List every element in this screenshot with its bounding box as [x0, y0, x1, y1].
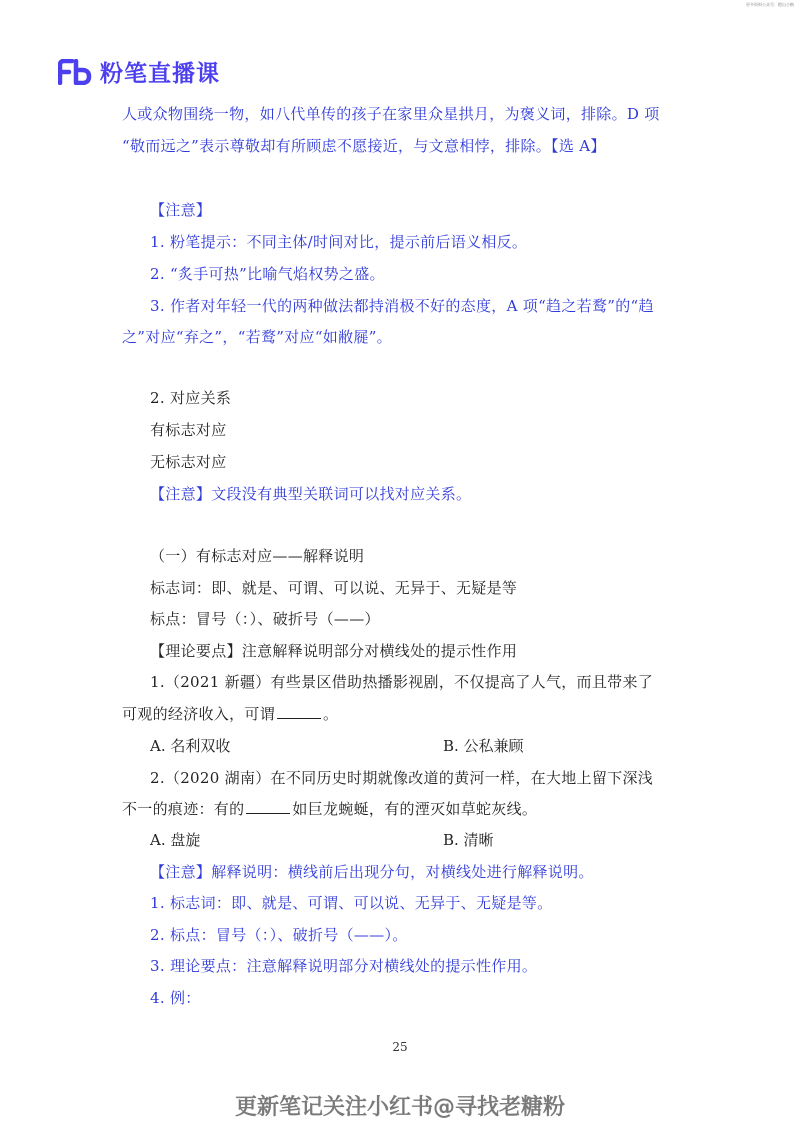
question-1-cont: [122, 703, 338, 724]
question-1: 1.（2021 新疆）有些景区借助热播影视剧，不仅提高了人气，而且带来了: [150, 673, 654, 691]
note-heading: 【注意】: [150, 201, 212, 219]
note-item-3-cont: 之”对应“弃之”，“若鹜”对应“如敝屣”。: [122, 328, 392, 346]
answer-blank-2[interactable]: [246, 799, 290, 814]
watermark-text: 更新笔记关注小红书@寻找老糖粉: [234, 1095, 565, 1120]
note-explanation: 【注意】解释说明：横线前后出现分句，对横线处进行解释说明。: [150, 863, 594, 881]
answer-blank-1[interactable]: [277, 704, 321, 719]
theory-point: 【理论要点】注意解释说明部分对横线处的提示性作用: [150, 642, 518, 660]
question-1-text: 可观的经济收入，可谓: [122, 705, 276, 723]
marker-words: 标志词：即、就是、可谓、可以说、无异于、无疑是等: [150, 579, 518, 597]
note-item-3: 3. 作者对年轻一代的两种做法都持消极不好的态度，A 项“趋之若鹜”的“趋: [150, 297, 654, 315]
unmarked-correspondence: 无标志对应: [150, 453, 227, 471]
text-line-1: 人或众物围绕一物，如八代单传的孩子在家里众星拱月，为褒义词，排除。D 项: [122, 105, 660, 123]
brand-logo: [58, 55, 220, 88]
text-line-2: “敬而远之”表示尊敬却有所顾虑不愿接近，与文意相悖，排除。【选 A】: [122, 137, 606, 155]
page-number: 25: [392, 1040, 408, 1054]
note-item-1: 1. 粉笔提示：不同主体/时间对比，提示前后语义相反。: [150, 233, 528, 251]
question-2-text: 不一的痕迹：有的: [122, 800, 245, 818]
note-explanation-item-4: 4. 例：: [150, 989, 201, 1007]
subsection-heading: （一）有标志对应——解释说明: [150, 547, 365, 565]
section-heading: 2. 对应关系: [150, 389, 232, 407]
note-explanation-item-2: 2. 标点：冒号（：）、破折号（——）。: [150, 926, 408, 944]
q2-option-b: B. 清晰: [443, 831, 494, 849]
q1-option-b: B. 公私兼顾: [443, 737, 524, 755]
marked-correspondence: 有标志对应: [150, 421, 227, 439]
question-1-end: 。: [323, 705, 339, 723]
punctuation-markers: 标点：冒号（：）、破折号（——）: [150, 610, 380, 628]
logo-text: 粉笔直播课: [100, 61, 220, 87]
note-correspondence: 【注意】文段没有典型关联词可以找对应关系。: [150, 485, 472, 503]
fb-logo-icon: [58, 59, 92, 85]
question-2: 2.（2020 湖南）在不同历史时期就像改道的黄河一样，在大地上留下深浅: [150, 769, 654, 787]
note-explanation-item-1: 1. 标志词：即、就是、可谓、可以说、无异于、无疑是等。: [150, 894, 553, 912]
question-2-cont: [122, 798, 537, 819]
question-2-end: 如巨龙蜿蜒，有的湮灭如草蛇灰线。: [292, 800, 538, 818]
note-item-2: 2. “炙手可热”比喻气焰权势之盛。: [150, 265, 385, 283]
q1-option-a: A. 名利双收: [150, 737, 231, 755]
note-explanation-item-3: 3. 理论要点：注意解释说明部分对横线处的提示性作用。: [150, 957, 538, 975]
corner-note: 更多资料公众号：橙山小楷: [746, 2, 794, 7]
q2-option-a: A. 盘旋: [150, 831, 201, 849]
